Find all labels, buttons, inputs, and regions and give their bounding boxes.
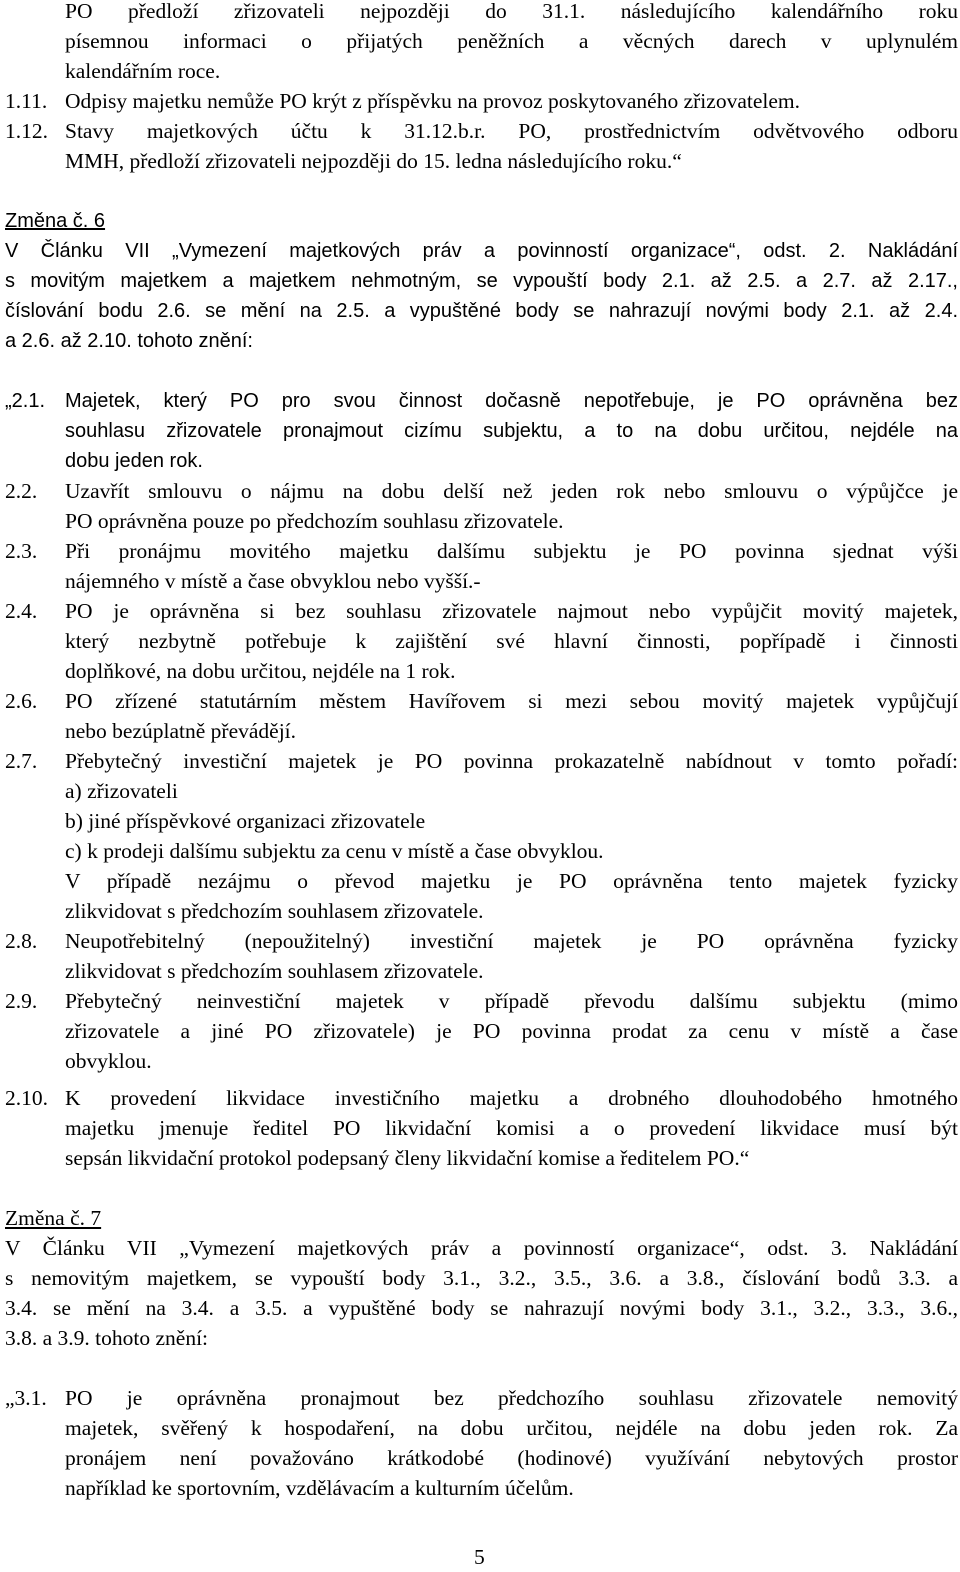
text-line: Při pronájmu movitého majetku dalšímu subjektu je PO povinna sjednat výši xyxy=(65,539,958,563)
text-line: například ke sportovním, vzdělávacím a kulturním účelům. xyxy=(65,1476,574,1500)
item-number: 2.10. xyxy=(5,1086,48,1110)
text-line: majetku jmenuje ředitel PO likvidační komisi a o provedení likvidace musí být xyxy=(65,1116,958,1140)
text-line: písemnou informaci o přijatých peněžních a věcných darech v uplynulém xyxy=(65,29,958,53)
item-number: 2.3. xyxy=(5,539,38,563)
item-number: 2.4. xyxy=(5,599,38,623)
text-line: nebo bezúplatně převádějí. xyxy=(65,719,297,743)
text-line: PO je oprávněna pronajmout bez předchozího souhlasu zřizovatele nemovitý xyxy=(65,1386,958,1410)
text-line: zlikvidovat s předchozím souhlasem zřizovatele. xyxy=(65,899,484,923)
text-line: zlikvidovat s předchozím souhlasem zřizovatele. xyxy=(65,959,484,983)
item-number: 2.9. xyxy=(5,989,38,1013)
text-line: PO je oprávněna si bez souhlasu zřizovatele najmout nebo vypůjčit movitý majetek, xyxy=(65,599,958,623)
text-line: Uzavřít smlouvu o nájmu na dobu delší než jeden rok nebo smlouvu o výpůjčce je xyxy=(65,479,958,503)
item-number: 2.6. xyxy=(5,689,38,713)
text-line: pronájem není považováno krátkodobé (hodinové) využívání nebytových prostor xyxy=(65,1446,958,1470)
section-title: Změna č. 7 xyxy=(5,1206,102,1230)
text-line: PO předloží zřizovateli nejpozději do 31.1. následujícího kalendářního roku xyxy=(65,0,958,23)
text-line: b) jiné příspěvkové organizaci zřizovatele xyxy=(65,809,426,833)
text-line: s movitým majetkem a majetkem nehmotným, se vypouští body 2.1. až 2.5. a 2.7. až 2.17., xyxy=(5,270,958,292)
text-line: doplňkové, na dobu určitou, nejdéle na 1 rok. xyxy=(65,659,456,683)
page-number: 5 xyxy=(474,1545,485,1569)
item-number: 2.2. xyxy=(5,479,38,503)
text-line: a 2.6. až 2.10. tohoto znění: xyxy=(5,330,253,352)
item-number: „2.1. xyxy=(5,390,46,412)
text-line: c) k prodeji dalšímu subjektu za cenu v místě a čase obvyklou. xyxy=(65,839,604,863)
item-number: 1.12. xyxy=(5,119,48,143)
text-line: číslování bodu 2.6. se mění na 2.5. a vypuštěné body se nahrazují novými body 2.1. až 2.4. xyxy=(5,300,958,322)
text-line: zřizovatele a jiné PO zřizovatele) je PO povinna prodat za cenu v místě a čase xyxy=(65,1019,958,1043)
text-line: kalendářním roce. xyxy=(65,59,221,83)
text-line: s nemovitým majetkem, se vypouští body 3.1., 3.2., 3.5., 3.6. a 3.8., číslování bodů 3.3. a xyxy=(5,1266,958,1290)
text-line: 3.4. se mění na 3.4. a 3.5. a vypuštěné body se nahrazují novými body 3.1., 3.2., 3.3., 3.6., xyxy=(5,1296,958,1320)
text-line: MMH, předloží zřizovateli nejpozději do 15. ledna následujícího roku.“ xyxy=(65,149,682,173)
text-line: a) zřizovateli xyxy=(65,779,178,803)
text-line: Přebytečný neinvestiční majetek v případě převodu dalšímu subjektu (mimo xyxy=(65,989,958,1013)
text-line: Přebytečný investiční majetek je PO povinna prokazatelně nabídnout v tomto pořadí: xyxy=(65,749,958,773)
text-line: který nezbytně potřebuje k zajištění své hlavní činnosti, popřípadě i činnosti xyxy=(65,629,958,653)
text-line: majetek, svěřený k hospodaření, na dobu určitou, nejdéle na dobu jeden rok. Za xyxy=(65,1416,958,1440)
text-line: dobu jeden rok. xyxy=(65,450,203,472)
text-line: PO oprávněna pouze po předchozím souhlasu zřizovatele. xyxy=(65,509,564,533)
text-line: Majetek, který PO pro svou činnost dočasně nepotřebuje, je PO oprávněna bez xyxy=(65,390,958,412)
item-number: 1.11. xyxy=(5,89,48,113)
text-line: V Článku VII „Vymezení majetkových práv a povinností organizace“, odst. 2. Nakládání xyxy=(5,240,958,262)
item-number: 2.8. xyxy=(5,929,38,953)
text-line: K provedení likvidace investičního majetku a drobného dlouhodobého hmotného xyxy=(65,1086,958,1110)
text-line: V případě nezájmu o převod majetku je PO oprávněna tento majetek fyzicky xyxy=(65,869,958,893)
section-title: Změna č. 6 xyxy=(5,210,106,232)
text-line: Neupotřebitelný (nepoužitelný) investiční majetek je PO oprávněna fyzicky xyxy=(65,929,958,953)
text-line: Odpisy majetku nemůže PO krýt z příspěvku na provoz poskytovaného zřizovatelem. xyxy=(65,89,800,113)
text-line: PO zřízené statutárním městem Havířovem si mezi sebou movitý majetek vypůjčují xyxy=(65,689,958,713)
item-number: 2.7. xyxy=(5,749,38,773)
text-line: V Článku VII „Vymezení majetkových práv a povinností organizace“, odst. 3. Nakládání xyxy=(5,1236,958,1260)
text-line: obvyklou. xyxy=(65,1049,152,1073)
text-line: nájemného v místě a čase obvyklou nebo vyšší.- xyxy=(65,569,481,593)
text-line: Stavy majetkových účtu k 31.12.b.r. PO, prostřednictvím odvětvového odboru xyxy=(65,119,958,143)
text-line: 3.8. a 3.9. tohoto znění: xyxy=(5,1326,209,1350)
text-line: sepsán likvidační protokol podepsaný členy likvidační komise a ředitelem PO.“ xyxy=(65,1146,750,1170)
text-line: souhlasu zřizovatele pronajmout cizímu subjektu, a to na dobu určitou, nejdéle na xyxy=(65,420,958,442)
item-number: „3.1. xyxy=(5,1386,47,1410)
